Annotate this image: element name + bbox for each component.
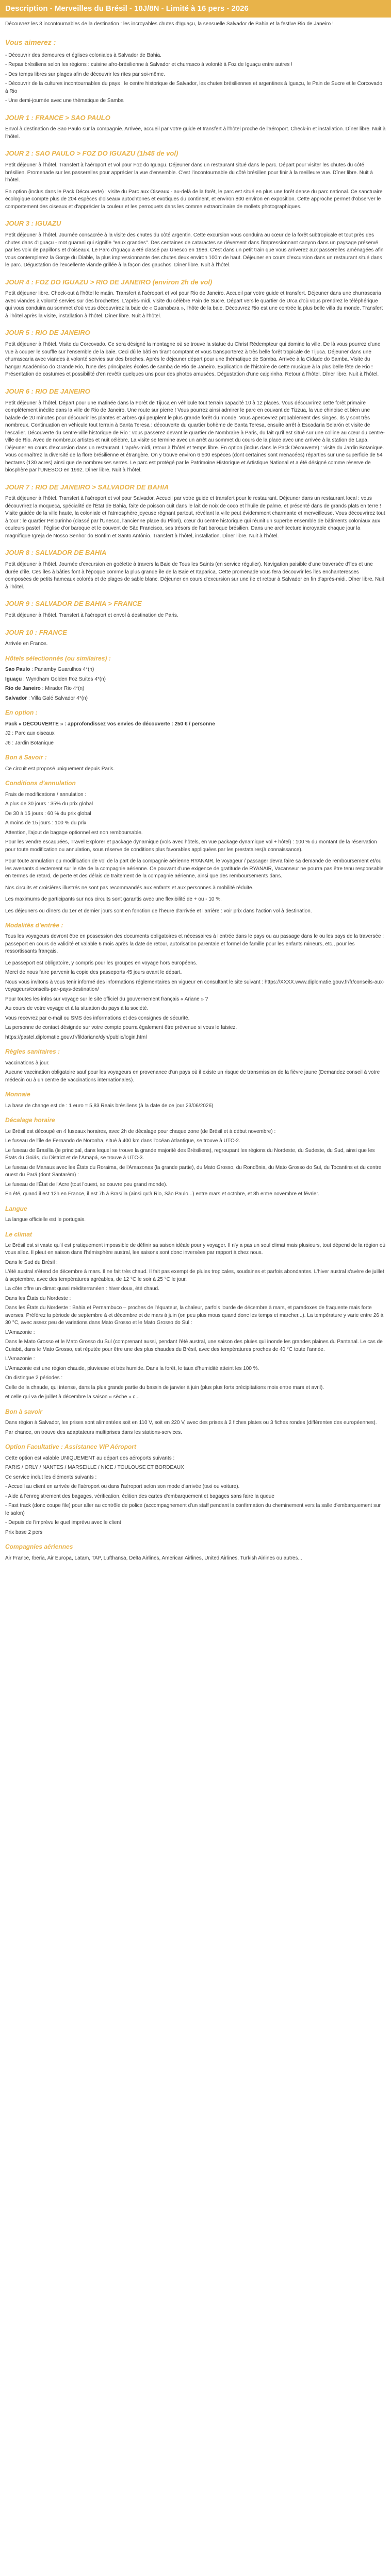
hotel-city: Sao Paulo (5, 667, 30, 673)
content (0, 18, 391, 1562)
day-text-5: Petit déjeuner à l'hôtel. Visite du Corcovado. Ce sera désigné la montagne où se trouve la statue du Christ Rédempteur qui domine la ville. De là vous pourrez d'une vue à couper le souffle sur l'ensemble de la baie. Ceci dû le bâti en tirant comptant et vous transporterez à très belle forêt tropicale de Tijuca. Déjeuner dans une churrascaria avec viandes à volonté servies sur des broches. Après le déjeuner départ pour une thématique de Samba. Arrivée à la Cidade do Samba. Visite du hangar Académico do Grande Rio, l'une des principales écoles de samba de Rio de Janeiro. Explication de l'histoire de cette musique à la plus belle fête de Rio ! Présentation de costumes et possibilité d'en revêtir quelques uns pour des photos amusées. Dégustation d'une caipirinha. Retour à l'hôtel. Dîner libre. Nuit à l'hôtel. (5, 342, 381, 378)
climat-paragraph: Dans le Sud du Brésil : (5, 1259, 58, 1265)
day-title-5: JOUR 5 : RIO DE JANEIRO (5, 329, 90, 337)
facultative-title: Option Facultative : Assistance VIP Aéroport (5, 1443, 137, 1451)
climat-paragraph: L'Amazonie : (5, 1356, 35, 1362)
option-item: Pack « DÉCOUVERTE » : approfondissez vos envies de découverte : 250 € / personne (5, 721, 215, 727)
day-title-8: JOUR 8 : SALVADOR DE BAHIA (5, 549, 107, 557)
climat-paragraph: La côte offre un climat quasi méditerranéen : hiver doux, été chaud. (5, 1286, 159, 1292)
conditions-paragraph: Les maximums de participants sur nos circuits sont garantis avec une flexibilité de + ou - 10 %. (5, 896, 222, 903)
decalage-list (5, 1128, 386, 1198)
formalites-list (5, 960, 386, 1042)
conditions-paragraph: Frais de modifications / annulation : (5, 791, 87, 798)
hotel-name: Mirador Rio 4*(n) (45, 686, 85, 692)
day-text-1: Envol à destination de Sao Paulo sur la compagnie. Arrivée, accueil par votre guide et transfert à l'hôtel proche de l'aéroport. Check-in et installation. Dîner libre. Nuit à l'hôtel. (5, 126, 386, 140)
day-text-4: Petit déjeuner libre. Check-out à l'hôtel le matin. Transfert à l'aéroport et vol pour Rio de Janeiro. Accueil par votre guide et transfert. Déjeuner dans une churrascaria avec viandes à volonté servies sur des brochettes. L'après-midi, visite du célèbre Pain de Sucre. Départ vers le quartier de Urca d'où vous prendrez le téléphérique qui vous conduira au sommet d'où vous découvrirez la baie de « Guanabara », l'hôte de la baie. Découvrez Rio est une contrée la plus belle villa du monde. Transfert à l'hôtel après la visite, installation à l'hôtel. Dîner libre. Nuit à l'hôtel. (5, 291, 383, 319)
day-text-3: Petit déjeuner à l'hôtel. Journée consacrée à la visite des chutes du côté argentin. Cette excursion vous conduira au cœur de la forêt subtropicale et tout près des chutes dans d'Iguaçu - mot guarani qui signifie "eaux grandes". Des centaines de cataractes se déversent dans l'impressionnant canyon dans un paysage préservé par les voix de papillons et d'oiseaux. Le Parc d'Iguaçu a été classé par Unesco en 1986. C'est dans un petit train que vous arriverez aux passerelles aménagées afin vous contemplerez la Gorge du Diable, la plus impressionnante des chutes deux environ 100m de haut. Déjeuner en cours d'excursion dans un restaurant situé dans le parc. Dégustation de l'excellente viande grillée à la façon des gauchos. Dîner libre. Nuit à l'hôtel. (5, 232, 384, 268)
climat-title: Le climat (5, 1230, 32, 1238)
day-text-6: Petit déjeuner à l'hôtel. Départ pour une matinée dans la Forêt de Tijuca en véhicule tout terrain capacité 10 à 12 places. Vous découvrirez cette forêt primaire complètement inédite dans la ville de Rio de Janeiro. Une route sur pierre ! Vous pourrez ainsi admirer le parc en couvant de Tizzua, la vue chinoise et bien une balade de 20 minutes pour découvrir les plantes et arbres qui peuplent le plus grande forêt du monde. Vous apercevrez probablement des singes. Ils y sont très nombreux. Continuation en véhicule tout terrain à Santa Teresa : découverte du quartier bohème de Santa Teresa, ensuite arrêt à Escadaria Selarón et visite de l'escalier. Découverte du centre-ville historique de Rio : vous passerez devant le quartier de Nombraire à Paris, du fait qu'il est situé sur une colline au cœur du centre-ville de Rio. Avec de nombreux artistes et nuit célèbre, La visite se termine avec un arrêt au sommet du cours de la place avec une arrivée à la station de Lapa. Déjeuner en cours d'excursion dans un restaurant. L'après-midi, retour à l'hôtel et temps libre. En option (inclus dans le Pack Découverte) : visite du Jardin Botanique. Vous connaîtrez la diversité de la flore brésilienne et étrangère. On y trouve environ 6 500 espèces (dont certaines sont menacées) réparties sur une superficie de 54 hectares (130 acres) ainsi que de nombreuses serres. Le parc est protégé par le Patrimoine Historique et Artistique National et a été désigné comme réserve de biosphère par l'UNESCO en 1992. Dîner libre. Nuit à l'hôtel. (5, 400, 385, 473)
facultative-list (5, 1455, 386, 1537)
facultative-paragraph: - Aide à l'enregistrement des bagages, vérification, édition des cartes d'embarquement et bagages sans faire la queue (5, 1493, 274, 1499)
bon-a-savoir-2-list (5, 1419, 386, 1436)
hotel-city: Rio de Janeiro (5, 686, 41, 692)
page-banner: Description - Merveilles du Brésil - 10J/8N - Limité à 16 pers - 2026 (0, 0, 391, 18)
formalites-link[interactable]: https://pastel.diplomatie.gouv.fr/fildariane/dyn/public/login.html (5, 1034, 147, 1040)
day-title-10: JOUR 10 : FRANCE (5, 628, 67, 636)
vous-aimerez-list (5, 52, 386, 105)
conditions-paragraph: Attention, l'ajout de bagage optionnel est non remboursable. (5, 829, 143, 836)
bon-a-savoir-2-paragraph: Dans région à Salvador, les prises sont alimentées soit en 110 V, soit en 220 V, avec des prises à 2 fiches plates ou 3 fiches rondes (différentes des européennes). (5, 1420, 377, 1426)
langue-text: La langue officielle est le portugais. (5, 1217, 86, 1223)
conditions-title: Conditions d'annulation (5, 779, 76, 787)
formalites-paragraph: Nous vous invitons à vous tenir informé des informations réglementaires en vigueur en consultant le site suivant : https://XXXX.www.diplomatie.gouv.fr/fr/conseils-aux-voyageurs/conseils-par-pays-destination/ (5, 979, 385, 993)
list-item: - Des temps libres sur plages afin de découvrir les rites par soi-même. (5, 71, 166, 77)
bon-a-savoir-2-paragraph: Par chance, on trouve des adaptateurs multiprises dans les stations-services. (5, 1429, 182, 1435)
day-text-10: Arrivée en France. (5, 641, 48, 647)
hotel-name: Panamby Guarulhos 4*(n) (34, 667, 94, 673)
option-list (5, 721, 386, 748)
decalage-paragraph: Le Brésil est découpé en 4 fuseaux horaires, avec 2h de décalage pour chaque zone (de Brésil et à début novembre) : (5, 1128, 276, 1134)
regles-paragraph: Aucune vaccination obligatoire sauf pour les voyageurs en provenance d'un pays où il existe un risque de transmission de la fièvre jaune (Demandez conseil à votre médecin ou à un centre de vaccinations internationales). (5, 1070, 380, 1083)
hotel-city: Iguaçu (5, 676, 22, 682)
climat-paragraph: Dans le Mato Grosso et le Mato Grosso du Sul (comprenant aussi, pendant l'été austral, une saison des pluies qui inonde les grandes plaines du Pantanal. Le cas de Cuiabá, dans le Mato Grosso, est réputée pour être une des plus chaudes du Brésil, avec des températures proches de 40 °C toute l'année. (5, 1339, 383, 1352)
hotels-title: Hôtels sélectionnés (ou similaires) : (5, 654, 111, 662)
langue-title: Langue (5, 1205, 27, 1212)
hotel-item: Rio de Janeiro : Mirador Rio 4*(n) (5, 686, 85, 692)
day-text-7: Petit déjeuner à l'hôtel. Transfert à l'aéroport et vol pour Salvador. Accueil par votre guide et transfert pour le restaurant. Déjeuner dans un restaurant local : vous découvrirez la moqueca, spécialité de l'État de Bahia, faite de poisson cuit dans le lait de noix de coco et l'huile de palme, et présenté dans de grands plats en terre ! Visite guidée de la ville haute, la coloniale et l'atmosphère joyeuse régnant partout, révélant la ville peut évidemment charmante et merveilleuse. Vous découvrirez tout à tour : le quartier Pelourinho (classé par l'Unesco, l'ancienne place du Pilori), cœur du centre historique qui réunit un superbe ensemble de bâtiments coloniaux aux couleurs pastel ; l'église d'or baroque et le couvent de São Francisco, ses trésors de l'art baroque brésilien. Dans une architecture incroyable chaque jour la magnifique Igreja de Nosso Senhor do Bonfim et Santo Antônio. Transfert à l'hôtel, installation. Dîner libre. Nuit à l'hôtel. (5, 496, 385, 539)
decalage-paragraph: En été, quand il est 12h en France, il est 7h à Brasília (ainsi qu'à Rio, São Paulo...) entre mars et octobre, et 8h entre novembre et février. (5, 1191, 319, 1197)
formalites-paragraph: Le passeport est obligatoire, y compris pour les groupes en voyage hors européens. (5, 960, 198, 966)
formalites-title: Modalités d'entrée : (5, 922, 63, 929)
decalage-paragraph: Le fuseau de l'État de l'Acre (tout l'ouest, se couvre peu grand monde). (5, 1181, 168, 1188)
compagnies-title: Compagnies aériennes (5, 1543, 73, 1551)
facultative-paragraph: Prix base 2 pers (5, 1529, 43, 1535)
hotels-list (5, 666, 386, 702)
day-text-2: Petit déjeuner à l'hôtel. Transfert à l'aéroport et vol pour Foz do Iguaçu. Déjeuner dans un restaurant situé dans le parc. Départ pour visiter les chutes du côté brésilien. Promenade sur les passerelles pour apprécier la vue d'ensemble. C'est l'incontournable du côté brésilien pour finir à la meilleure vue. Dîner libre. Nuit à l'hôtel. (5, 162, 373, 183)
facultative-paragraph: - Fast track (donc coupe file) pour aller au contrôle de police (accompagnement d'un staff pendant la confirmation du cheminement vers la salle d'embarquement sur le salon) (5, 1503, 381, 1516)
list-item: - Découvrir de la cultures incontournables du pays : le centre historique de Salvador, les chutes brésiliennes et argentines à Iguaçu, le Pain de Sucre et le Corcovado à Rio (5, 81, 382, 94)
hotel-item: Iguaçu : Wyndham Golden Foz Suites 4*(n) (5, 676, 106, 682)
intro-text: Découvrez les 3 incontournables de la destination : les incroyables chutes d'Iguaçu, la sensuelle Salvador de Bahia et la festive Rio de Janeiro ! (5, 21, 334, 27)
formalites-paragraph: Au cours de votre voyage et à la situation du pays à la société. (5, 1006, 149, 1012)
option-item: J2 : Parc aux oiseaux (5, 731, 55, 737)
bon-a-savoir-text: Ce circuit est proposé uniquement depuis Paris. (5, 766, 115, 772)
climat-list (5, 1242, 386, 1401)
decalage-paragraph: Le fuseau de Brasília (le principal, dans lequel se trouve la grande majorité des Brésiliens), regroupant les régions du Nordeste, du Sudeste, du Sud, ainsi que les États du Goiás, du District et de l'Amapá, se trouve à UTC-3. (5, 1147, 375, 1161)
conditions-paragraph: A plus de 30 jours : 35% du prix global (5, 801, 93, 807)
climat-paragraph: Celle de la chaude, qui intense, dans la plus grande partie du bassin de janvier à juin (plus plus forts précipitations mois entre mars et avril). (5, 1384, 324, 1391)
formalites-paragraph: Pour toutes les infos sur voyage sur le site officiel du gouvernement français « Ariane » ? (5, 996, 208, 1002)
hotel-item: Sao Paulo : Panamby Guarulhos 4*(n) (5, 667, 94, 673)
climat-paragraph: et celle qui va de juillet à décembre la saison « sèche » c... (5, 1394, 140, 1400)
decalage-paragraph: Le fuseau de l'île de Fernando de Noronha, situé à 400 km dans l'océan Atlantique, se trouve à UTC-2. (5, 1138, 240, 1144)
day-text-2-option: En option (inclus dans le Pack Découverte) : visite du Parc aux Oiseaux - au-delà de la forêt, le parc est situé en plus une forêt dense du parc national. Ce sanctuaire écologique compte plus de 204 espèces d'oiseaux autochtones et exotiques du continent, et environ 800 environ en exposition. Cette approche permet d'observer le comportement des oiseaux et d'apprécier la couleur et les perroquets dans les comme extraordinaire de mollets photographiques. (5, 189, 383, 210)
facultative-paragraph: - Depuis de l'imprévu le quel imprévu avec le client (5, 1520, 121, 1526)
climat-paragraph: Dans les États du Nordeste : Bahia et Pernambuco – proches de l'équateur, la chaleur, parfois lourde de décembre à mars, et paradoxes de fraquente mais forte averses. Préférez la période de septembre à et décembre et de mars à juin (on peu plus mous quand donc les temps et marcher...). La température y varie entre 26 à 30 °C, avec assez peu de variations dans Mato Grosso et le Mato Grosso do Sul : (5, 1305, 384, 1326)
conditions-list (5, 791, 386, 837)
climat-paragraph: On distingue 2 périodes : (5, 1375, 63, 1381)
bon-a-savoir-2-title: Bon à savoir (5, 1408, 43, 1415)
facultative-paragraph: PARIS / ORLY / NANTES / MARSEILLE / NICE / TOULOUSE ET BORDEAUX (5, 1465, 184, 1471)
day-text-8: Petit déjeuner à l'hôtel. Journée d'excursion en goélette à travers la Baie de Tous les Saints (en service régulier). Navigation paisible d'une traversée d'îles et une durée d'île. Ces îles à bâties font à l'époque comme la plus grande île de la Baie et Itaparica. Cette promenade vous fera découvrir les îles enchanteresses composées de petits hameaux colorés et de plages de sable blanc. Déjeuner en cours d'excursion sur une île et retour à Salvador en fin d'après-midi. Dîner libre. Nuit à l'hôtel. (5, 562, 384, 590)
option-item: J6 : Jardin Botanique (5, 740, 54, 746)
list-item: - Découvrir des demeures et églises coloniales à Salvador de Bahia. (5, 52, 161, 58)
hotel-item: Salvador : Villa Galé Salvador 4*(n) (5, 695, 88, 701)
hotel-name: Wyndham Golden Foz Suites 4*(n) (26, 676, 106, 682)
bon-a-savoir-title: Bon à Savoir : (5, 754, 47, 761)
regles-title: Règles sanitaires : (5, 1048, 60, 1056)
day-title-2: JOUR 2 : SAO PAULO > FOZ DO IGUAZU (1h45 de vol) (5, 149, 178, 158)
formalites-paragraph: La personne de contact désignée sur votre compte pourra également être prévenue si vous le faisiez. (5, 1025, 237, 1031)
conditions-paragraph: Nos circuits et croisières illustrés ne sont pas recommandés aux enfants et aux personnes à mobilité réduite. (5, 885, 254, 891)
day-title-3: JOUR 3 : IGUAZU (5, 219, 61, 228)
facultative-paragraph: Ce service inclut les éléments suivants : (5, 1474, 97, 1480)
climat-paragraph: Dans les États du Nordeste : (5, 1295, 71, 1301)
conditions-paragraph: A moins de 15 jours : 100 % du prix (5, 820, 87, 826)
day-title-1: JOUR 1 : FRANCE > SAO PAULO (5, 113, 110, 122)
compagnies-text: Air France, Iberia, Air Europa, Latam, TAP, Lufthansa, Delta Airlines, American Airlines, United Airlines, Turkish Airlines ou autres... (5, 1555, 302, 1561)
monnaie-text: La base de change est de : 1 euro = 5,83 Reais brésiliens (à la date de ce jour 23/06/2026) (5, 1103, 214, 1109)
formalites-paragraph: Vous recevrez par e-mail ou SMS des informations et des consignes de sécurité. (5, 1015, 190, 1021)
day-text-9: Petit déjeuner à l'hôtel. Transfert à l'aéroport et envol à destination de Paris. (5, 613, 178, 619)
day-title-4: JOUR 4 : FOZ DO IGUAZU > RIO DE JANEIRO (environ 2h de vol) (5, 278, 213, 286)
monnaie-title: Monnaie (5, 1091, 30, 1098)
climat-paragraph: L'été austral s'étend de décembre à mars. Il ne fait très chaud. Il fait pas exempt de pluies tropicales, soudaines et parfois abondantes. L'hiver austral s'avère de juillet à septembre, avec des températures agréables, de 12 °C le soir à 25 °C le jour. (5, 1269, 384, 1282)
regles-list (5, 1060, 386, 1084)
conditions-paragraph: Pour les vendre escaquées, Travel Explorer et package dynamique (vols avec hôtels, en vue package dynamique vol + hôtel) : 100 % du montant de la réservation pour toute modification ou annulation, sous réserve de conditions plus favorables appliquées par les prestataires(à connaissance). (5, 839, 377, 853)
hotel-name: Villa Galé Salvador 4*(n) (31, 695, 88, 701)
climat-paragraph: Le Brésil est si vaste qu'il est pratiquement impossible de définir sa saison idéale pour y voyager. Il n'y a pas un seul climat mais plusieurs, tout dépend de la région où vous allez. Il pleut en saison dans l'hémisphère austral, les saisons sont donc inversées par rapport à chez nous. (5, 1242, 386, 1256)
day-title-7: JOUR 7 : RIO DE JANEIRO > SALVADOR DE BAHIA (5, 483, 169, 491)
regles-paragraph: Vaccinations à jour. (5, 1060, 50, 1066)
list-item: - Une demi-journée avec une thématique de Samba (5, 98, 124, 104)
formalites-paragraph: Mercí de nous faire parvenir la copie des passeports 45 jours avant le départ. (5, 970, 182, 976)
day-title-6: JOUR 6 : RIO DE JANEIRO (5, 387, 90, 395)
option-title: En option : (5, 709, 38, 717)
facultative-paragraph: - Accueil au client en arrivée de l'aéroport ou dans l'aéroport selon son mode d'arrivée (taxi ou voiture). (5, 1484, 240, 1490)
conditions-paragraph: De 30 à 15 jours : 60 % du prix global (5, 810, 91, 817)
decalage-paragraph: Le fuseau de Manaus avec les États du Roraima, de l'Amazonas (la grande partie), du Mato Grosso, du Rondônia, du Mato Grosso do Sul, du Tocantins et du centre ouest du Pará (dont Santarém) : (5, 1164, 382, 1178)
list-item: - Repas brésiliens selon les régions : cuisine afro-brésilienne à Salvador et churrasco à volonté à Foz de Iguaçu entre autres ! (5, 62, 292, 68)
climat-paragraph: L'Amazonie est une région chaude, pluvieuse et très humide. Dans la forêt, le taux d'humidité atteint les 100 %. (5, 1365, 259, 1371)
conditions-paragraph: Pour toute annulation ou modification de vol de la part de la compagnie aérienne RYANAIR, le voyageur / passager devra faire sa demande de remboursement et/ou les avenants directement sur le site de la compagnie aérienne. Ce pouvant d'une exigence de gratitude de RYANAIR, Vacanseur ne pourra pas être tenu responsable en termes de retard, de perte et des délais de traitement de la compagnie aérienne, ainsi que des remboursements dans. (5, 858, 384, 879)
conditions-paragraph: Les déjeuners ou dîners du 1er et dernier jours sont en fonction de l'heure d'arrivée et l'arrière : voir prix dans l'action vol à destination. (5, 908, 312, 914)
decalage-title: Décalage horaire (5, 1116, 55, 1124)
facultative-paragraph: Cette option est valable UNIQUEMENT au départ des aéroports suivants : (5, 1455, 175, 1461)
day-title-9: JOUR 9 : SALVADOR DE BAHIA > FRANCE (5, 600, 142, 608)
formalites-paragraph: Tous les voyageurs devront être en possession des documents obligatoires et nécessaires à l'entrée dans le pays ou au passage dans le ou les pays de la traversée : passeport en cours de validité et valable 6 mois après la date de retour, autorisation parentale et formel de famille pour les enfants mineurs, etc., pour les ressortissants français. (5, 934, 384, 955)
climat-paragraph: L'Amazonie : (5, 1329, 35, 1335)
hotel-city: Salvador (5, 695, 27, 701)
section-title-vous-aimerez: Vous aimerez : (5, 38, 56, 47)
